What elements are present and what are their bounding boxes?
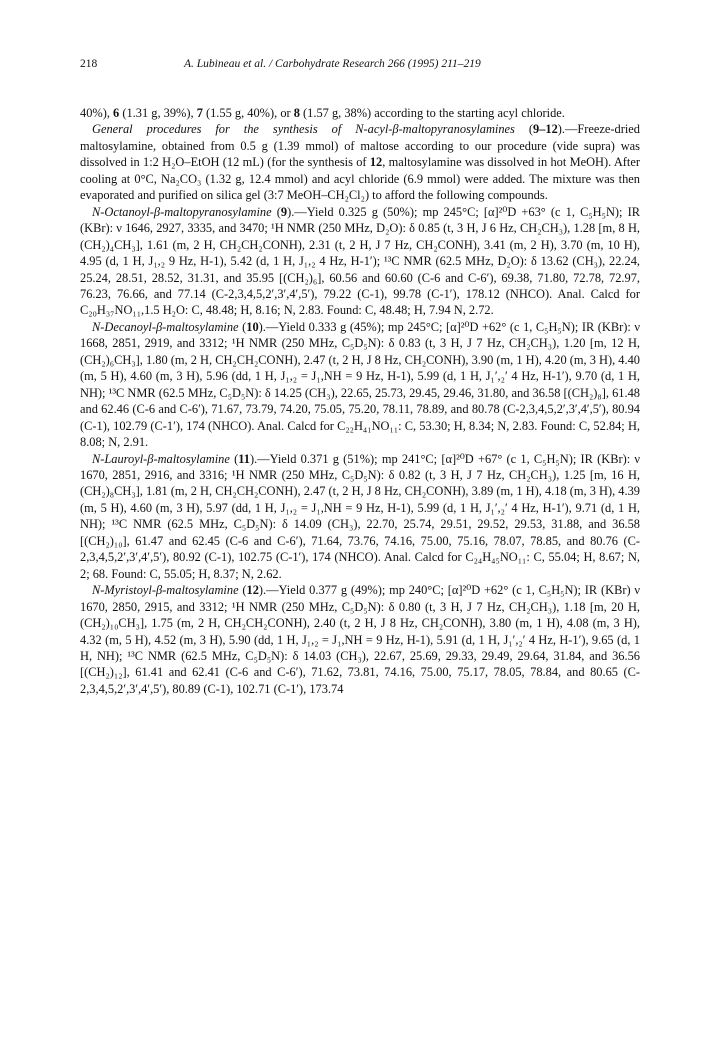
text-run: N-Octanoyl-β-maltopyranosylamine <box>92 204 272 219</box>
paragraph-p0 <box>80 105 640 121</box>
text-run: N <box>355 122 364 137</box>
text-run: ( <box>238 583 247 598</box>
paragraph-compound-9 <box>80 204 640 319</box>
text-run: N-Decanoyl-β-maltosylamine <box>92 319 239 334</box>
text-run: -acyl-β-maltopyranosylamines <box>363 122 515 137</box>
text-run: 9–12 <box>533 122 558 137</box>
text-run: 12 <box>246 583 259 598</box>
text-run: (1.57 g, 38%) according to the starting acyl chloride. <box>299 106 565 120</box>
text-run: 9 <box>280 204 288 219</box>
journal-page <box>80 58 641 696</box>
text-run: 6 <box>113 106 120 120</box>
page-number: 218 <box>80 58 98 70</box>
paragraph-compound-11 <box>80 451 640 583</box>
text-run: ( <box>229 451 239 466</box>
text-run: 10 <box>246 319 259 334</box>
text-run: N-Lauroyl-β-maltosylamine <box>92 451 230 466</box>
text-run: ).—Yield 0.325 g (50%); mp 245°C; [α]²⁰D +63° (c 1, C₅H₅N); IR (KBr): ν 1646, 2927, 3335, and 3470; ¹H NMR (250 MHz, D₂O): δ 0.85 (t, 3 H, J 6 Hz, CH₂CH₃), 1.28 [m, 8 H, (CH₂)₄CH₃], 1.61 (m, 2 H, CH₂CH₂CONH), 2.31 (t, 2 H, J 7 Hz, CH₂CONH), 3.41 (m, 2 H), 3.70 (m, 10 H), 4.95 (d, 1 H, J₁,₂ 9 Hz, H-1), 5.42 (d, 1 H, J₁,₂ 4 Hz, H-1′); ¹³C NMR (62.5 MHz, D₂O): δ 13.62 (CH₃), 22.24, 25.24, 28.51, 28.52, 31.31, and 35.95 [(CH₂)₆], 60.56 and 60.60 (C-6 and C-6′), 69.38, 71.80, 72.78, 72.97, 76.23, 76.66, and 77.14 (C-2,3,4,5,2′,3′,4′,5′), 79.22 (C-1), 99.78 (C-1′), 178.12 (NHCO). Anal. Calcd for C₂₀H₃₇NO₁₁,1.5 H₂O: C, 48.48; H, 8.16; N, 2.83. Found: C, 48.48; H, 7.94 N, 2.72. <box>80 204 640 318</box>
text-run: N-Myristoyl-β-maltosylamine <box>92 583 239 598</box>
paragraph-compound-10 <box>80 319 640 451</box>
running-head: A. Lubineau et al. / Carbohydrate Research 266 (1995) 211–219 <box>184 58 481 70</box>
text-run: General procedures for the synthesis of <box>92 122 356 137</box>
text-run: ).—Freeze-dried maltosylamine, obtained from 0.5 g (1.39 mmol) of maltose according to our procedure (vide supra) was dissolved in 1:2 H₂O–EtOH (12 mL) (for the synthesis of <box>80 122 640 170</box>
page-header <box>80 58 640 78</box>
paragraph-compound-12 <box>80 582 640 697</box>
text-run: ( <box>514 122 533 137</box>
text-run: (1.31 g, 39%), <box>119 106 197 120</box>
body-text <box>80 105 640 697</box>
text-run: 8 <box>293 106 300 120</box>
text-run: , maltosylamine was dissolved in hot MeOH). After cooling at 0°C, Na₂CO₃ (1.32 g, 12.4 mmol) and acyl chloride (6.9 mmol) were added. The mixture was then evaporated and purified on silica gel (3:7 MeOH–CH₂Cl₂) to afford the following compounds. <box>80 155 640 203</box>
text-run: ).—Yield 0.377 g (49%); mp 240°C; [α]²⁰D +62° (c 1, C₅H₅N); IR (KBr) ν 1670, 2850, 2915, and 3312; ¹H NMR (250 MHz, C₅D₅N): δ 0.80 (t, 3 H, J 7 Hz, CH₂CH₃), 1.18 [m, 20 H, (CH₂)₁₀CH₃], 1.75 (m, 2 H, CH₂CH₂CONH), 2.40 (t, 2 H, J 8 Hz, CH₂CONH), 3.80 (m, 1 H), 4.08 (m, 3 H), 4.32 (m, 5 H), 4.52 (m, 3 H), 5.90 (dd, 1 H, J₁,₂ = J₁,NH = 9 Hz, H-1), 5.91 (d, 1 H, J₁′,₂′ 4 Hz, H-1′), 9.65 (d, 1 H, NH); ¹³C NMR (62.5 MHz, C₅D₅N): δ 14.03 (CH₃), 22.67, 25.69, 29.33, 29.49, 29.64, 31.84, and 36.56 [(CH₂)₁₂], 61.41 and 62.41 (C-6 and C-6′), 71.62, 73.81, 74.16, 75.00, 75.17, 78.05, 78.84, and 80.65 (C-2,3,4,5,2′,3′,4′,5′), 80.89 (C-1), 102.71 (C-1′), 173.74 <box>80 583 640 696</box>
text-run: 11 <box>238 451 250 466</box>
text-run: 12 <box>369 155 383 170</box>
paragraph-procedure <box>80 121 640 203</box>
text-run: ( <box>238 319 247 334</box>
text-run: (1.55 g, 40%), or <box>202 106 294 120</box>
text-run: 40%), <box>80 106 114 120</box>
text-run: ).—Yield 0.371 g (51%); mp 241°C; [α]²⁰D +67° (c 1, C₅H₅N); IR (KBr): ν 1670, 2851, 2916, and 3316; ¹H NMR (250 MHz, C₅D₅N): δ 0.82 (t, 3 H, J 7 Hz, CH₂CH₃), 1.25 [m, 16 H, (CH₂)₈CH₃], 1.81 (m, 2 H, CH₂CH₂CONH), 2.47 (t, 2 H, J 8 Hz, CH₂CONH), 3.89 (m, 1 H), 4.18 (m, 3 H), 4.39 (m, 5 H), 4.60 (m, 3 H), 5.97 (dd, 1 H, J₁,₂ = J₁,NH = 9 Hz, H-1), 5.99 (d, 1 H, J₁′,₂′ 4 Hz, H-1′), 9.71 (d, 1 H, NH); ¹³C NMR (62.5 MHz, C₅D₅N): δ 14.09 (CH₃), 22.70, 25.74, 29.51, 29.52, 29.53, 31.88, and 36.58 [(CH₂)₁₀], 61.47 and 62.45 (C-6 and C-6′), 71.64, 73.76, 74.16, 75.00, 75.16, 78.07, 78.85, and 80.76 (C-2,3,4,5,2′,3′,4′,5′), 80.92 (C-1), 102.75 (C-1′), 174 (NHCO). Anal. Calcd for C₂₄H₄₅NO₁₁: C, 55.04; H, 8.67; N, 2; 68. Found: C, 55.05; H, 8.37; N, 2.62. <box>80 451 640 581</box>
text-run: 7 <box>196 106 203 120</box>
text-run: ( <box>271 204 281 219</box>
text-run: ).—Yield 0.333 g (45%); mp 245°C; [α]²⁰D +62° (c 1, C₅H₅N); IR (KBr): ν 1668, 2851, 2919, and 3312; ¹H NMR (250 MHz, C₅D₅N): δ 0.83 (t, 3 H, J 7 Hz, CH₂CH₃), 1.20 [m, 12 H, (CH₂)₆CH₃], 1.80 (m, 2 H, CH₂CH₂CONH), 2.47 (t, 2 H, J 8 Hz, CH₂CONH), 3.90 (m, 1 H), 4.20 (m, 3 H), 4.40 (m, 5 H), 4.60 (m, 3 H), 5.96 (dd, 1 H, J₁,₂ = J₁,NH = 9 Hz, H-1), 5.99 (d, 1 H, J₁′,₂′ 4 Hz, H-1′), 9.70 (d, 1 H, NH); ¹³C NMR (62.5 MHz, C₅D₅N): δ 14.25 (CH₃), 22.65, 25.73, 29.45, 29.46, 31.80, and 36.58 [(CH₂)₈], 61.48 and 62.46 (C-6 and C-6′), 71.67, 73.79, 74.20, 75.05, 75.20, 78.11, 78.89, and 80.78 (C-2,3,4,5,2′,3′,4′,5′), 80.94 (C-1), 102.79 (C-1′), 174 (NHCO). Anal. Calcd for C₂₂H₄₁NO₁₁: C, 53.30; H, 8.34; N, 2.83. Found: C, 52.84; H, 8.08; N, 2.91. <box>80 319 641 450</box>
